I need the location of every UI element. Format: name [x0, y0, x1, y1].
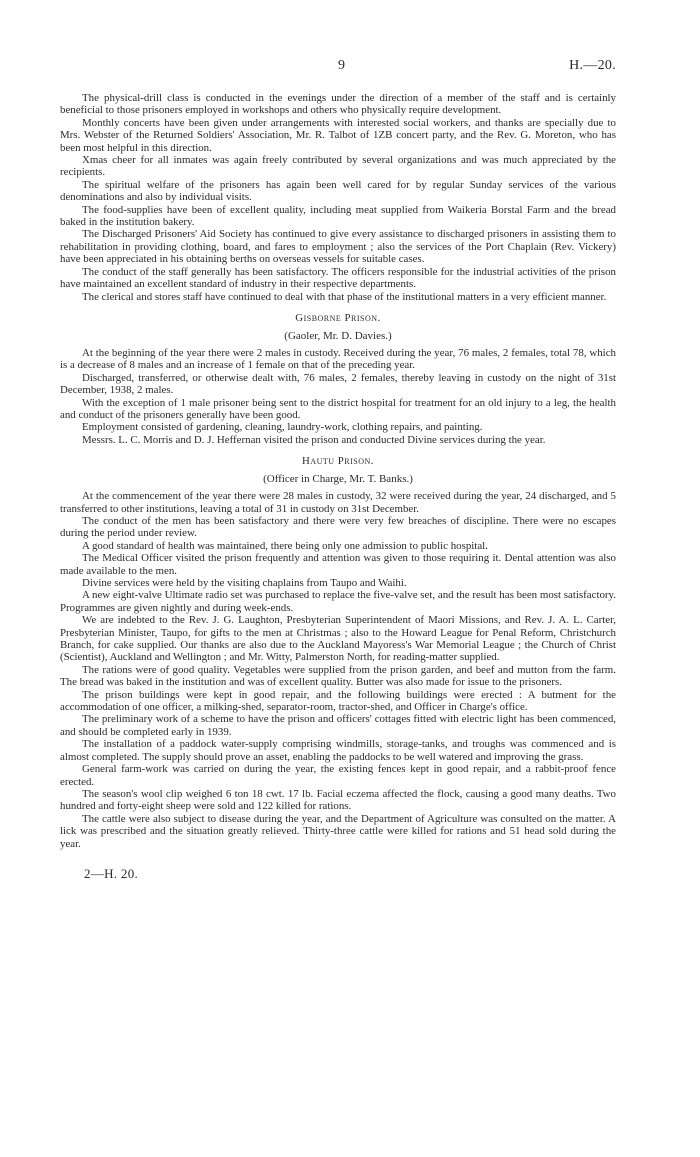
- paragraph: The rations were of good quality. Vegetables were supplied from the prison garden, and beef and mutton from the farm. The bread was baked in the institution and was of excellent quality. Butter was also made for issue to the prisoners.: [60, 663, 616, 689]
- document-page: [60, 58, 616, 882]
- paragraph: The spiritual welfare of the prisoners has again been well cared for by regular Sunday services of the various denominations and also by individual visits.: [60, 178, 616, 204]
- paragraph: The physical-drill class is conducted in the evenings under the direction of a member of the staff and is certainly beneficial to those prisoners employed in workshops and others who physically require development.: [60, 92, 616, 117]
- paragraph: The installation of a paddock water-supply comprising windmills, storage-tanks, and troughs was commenced and is almost completed. The supply should prove an asset, enabling the paddocks to be well watered and improving the grass.: [60, 738, 616, 763]
- paragraph: General farm-work was carried on during the year, the existing fences kept in good repair, and a rabbit-proof fence erected.: [60, 763, 616, 788]
- paragraph: The clerical and stores staff have continued to deal with that phase of the institutional matters in a very efficient manner.: [82, 290, 607, 303]
- hautu-section: [60, 490, 616, 850]
- intro-section: [60, 92, 616, 303]
- paragraph: The Medical Officer visited the prison frequently and attention was given to those requiring it. Dental attention was also made available to the men.: [60, 552, 616, 577]
- gisborne-subheading: (Gaoler, Mr. D. Davies.): [284, 329, 392, 342]
- document-reference: H.—20.: [569, 58, 616, 73]
- paragraph: The preliminary work of a scheme to have the prison and officers' cottages fitted with electric light has been commenced, and should be completed early in 1939.: [60, 713, 616, 738]
- paragraph: A new eight-valve Ultimate radio set was purchased to replace the five-valve set, and the result has been most satisfactory. Programmes are given nightly and during week-ends.: [60, 589, 616, 614]
- report-body: [60, 92, 616, 850]
- paragraph: The Discharged Prisoners' Aid Society has continued to give every assistance to discharged prisoners in assisting them to rehabilitation in providing clothing, board, and fares to employment ; also the services of the Port Chaplain (Rev. Vickery) have been appreciated in his obtaining berths on overseas vessels for suitable cases.: [60, 228, 616, 266]
- paragraph: At the beginning of the year there were 2 males in custody. Received during the year, 76 males, 2 females, total 78, which is a decrease of 8 males and an increase of 1 female on that of the preceding year.: [60, 346, 616, 372]
- paragraph: The food-supplies have been of excellent quality, including meat supplied from Waikeria Borstal Farm and the bread baked in the institution bakery.: [60, 203, 616, 229]
- page-number: 9: [338, 58, 345, 73]
- paragraph: The conduct of the staff generally has been satisfactory. The officers responsible for the industrial activities of the prison have maintained an excellent standard of industry in their respective departments.: [60, 265, 616, 291]
- gisborne-heading: Gisborne Prison.: [295, 311, 381, 324]
- page-header: [60, 58, 616, 82]
- paragraph: The conduct of the men has been satisfactory and there were very few breaches of discipline. There were no escapes during the period under review.: [60, 514, 616, 540]
- paragraph: The prison buildings were kept in good repair, and the following buildings were erected : A butment for the accommodation of one officer, a milking-shed, separator-room, tractor-shed, and Officer in Charge's office.: [60, 688, 616, 714]
- paragraph: Xmas cheer for all inmates was again freely contributed by several organizations and was much appreciated by the recipients.: [60, 154, 616, 179]
- paragraph: The cattle were also subject to disease during the year, and the Department of Agriculture was consulted on the matter. A lick was prescribed and the situation greatly relieved. Thirty-three cattle were killed for rations and 51 head sold during the year.: [60, 812, 616, 850]
- paragraph: Divine services were held by the visiting chaplains from Taupo and Waihi.: [82, 577, 407, 589]
- hautu-heading: Hautu Prison.: [302, 455, 374, 468]
- gisborne-section: [60, 347, 616, 446]
- hautu-subheading: (Officer in Charge, Mr. T. Banks.): [263, 473, 413, 486]
- paragraph: Messrs. L. C. Morris and D. J. Heffernan visited the prison and conducted Divine services during the year.: [82, 433, 546, 446]
- paragraph: The season's wool clip weighed 6 ton 18 cwt. 17 lb. Facial eczema affected the flock, causing a good many deaths. Two hundred and forty-eight sheep were sold and 122 killed for rations.: [60, 787, 616, 813]
- signature-reference: 2—H. 20.: [84, 865, 139, 881]
- paragraph: We are indebted to the Rev. J. G. Laughton, Presbyterian Superintendent of Maori Missions, and Rev. J. A. L. Carter, Presbyterian Minister, Taupo, for gifts to the men at Christmas ; also to the Howard League for Penal Reform, Christchurch Branch, for cake supplied. Our thanks are also due to the Auckland Mayoress's War Memorial League ; the Church of Christ (Scientist), Auckland and Wellington ; and Mr. Witty, Palmerston North, for reading-matter supplied.: [60, 614, 616, 664]
- paragraph: Discharged, transferred, or otherwise dealt with, 76 males, 2 females, thereby leaving in custody on the night of 31st December, 1938, 2 males.: [60, 371, 616, 397]
- paragraph: Employment consisted of gardening, cleaning, laundry-work, clothing repairs, and painting.: [82, 421, 483, 434]
- paragraph: At the commencement of the year there were 28 males in custody, 32 were received during the year, 24 discharged, and 5 transferred to other institutions, leaving a total of 31 in custody on 31st December.: [60, 490, 616, 515]
- paragraph: With the exception of 1 male prisoner being sent to the district hospital for treatment for an old injury to a leg, the health and conduct of the prisoners generally have been good.: [60, 396, 616, 421]
- paragraph: A good standard of health was maintained, there being only one admission to public hospital.: [82, 539, 488, 552]
- paragraph: Monthly concerts have been given under arrangements with interested social workers, and thanks are specially due to Mrs. Webster of the Returned Soldiers' Association, Mr. R. Talbot of 1ZB concert party, and the Rev. G. Moreton, who has been most helpful in this direction.: [60, 116, 616, 154]
